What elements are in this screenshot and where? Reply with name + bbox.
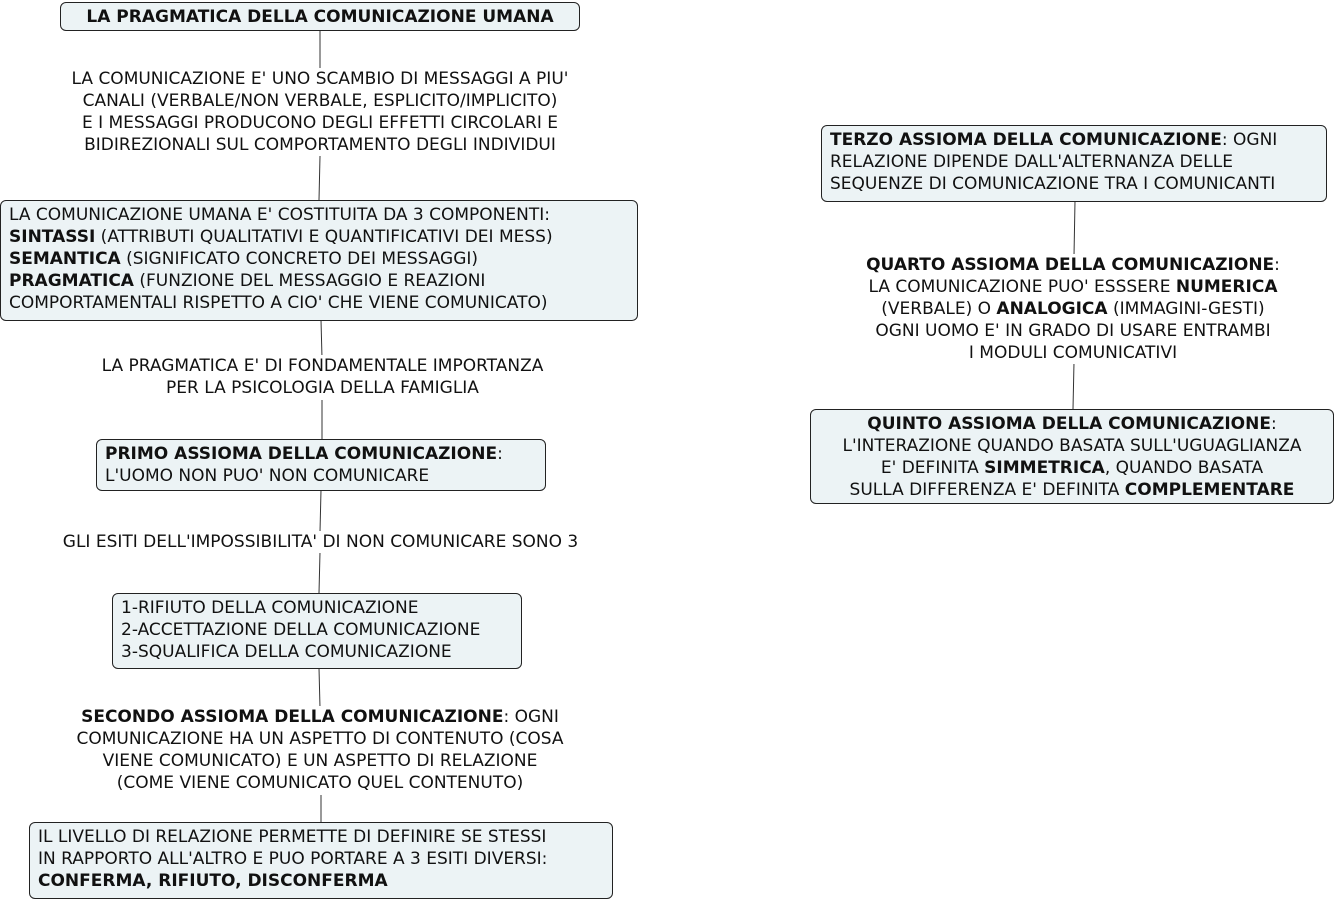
quarto-line-1 (838, 254, 1308, 276)
quinto-complementare: COMPLEMENTARE (1124, 480, 1295, 500)
title-node[interactable] (60, 2, 580, 31)
quarto-heading: QUARTO ASSIOMA DELLA COMUNICAZIONE (866, 255, 1275, 275)
quarto-line-4: OGNI UOMO E' IN GRADO DI USARE ENTRAMBI (875, 321, 1271, 341)
livello-line-2: IN RAPPORTO ALL'ALTRO E PUO PORTARE A 3 ESITI DIVERSI: (38, 849, 548, 869)
components-node[interactable] (0, 200, 638, 321)
primo-heading: PRIMO ASSIOMA DELLA COMUNICAZIONE (105, 444, 498, 464)
livello-relazione-node[interactable] (29, 822, 613, 899)
intro-link-label (40, 68, 600, 156)
secondo-line-2: COMUNICAZIONE HA UN ASPETTO DI CONTENUTO (COSA (76, 729, 564, 749)
esito-item-1: 1-RIFIUTO DELLA COMUNICAZIONE (121, 598, 419, 618)
quarto-analogica: ANALOGICA (996, 299, 1108, 319)
esiti-list-node[interactable] (112, 593, 522, 669)
terzo-heading: TERZO ASSIOMA DELLA COMUNICAZIONE (830, 130, 1222, 150)
semantica-term: SEMANTICA (9, 249, 121, 269)
secondo-heading: SECONDO ASSIOMA DELLA COMUNICAZIONE (81, 707, 504, 727)
sintassi-term: SINTASSI (9, 227, 96, 247)
quinto-line-1 (811, 413, 1333, 435)
primo-heading-line (105, 443, 545, 465)
intro-line-2: CANALI (VERBALE/NON VERBALE, ESPLICITO/IMPLICITO) (82, 91, 558, 111)
livello-esiti-bold: CONFERMA, RIFIUTO, DISCONFERMA (38, 871, 388, 891)
quarto-numerica: NUMERICA (1175, 277, 1278, 297)
connector-components-pragmatica (321, 320, 322, 358)
secondo-assioma-label (40, 706, 600, 794)
secondo-line-4: (COME VIENE COMUNICATO QUEL CONTENUTO) (116, 773, 524, 793)
components-semantica (9, 248, 637, 270)
quarto-line-3 (838, 298, 1308, 320)
intro-line-3: E I MESSAGGI PRODUCONO DEGLI EFFETTI CIRCOLARI E (81, 113, 559, 133)
esiti-label-text: GLI ESITI DELL'IMPOSSIBILITA' DI NON COMUNICARE SONO 3 (62, 532, 579, 552)
quinto-simmetrica: SIMMETRICA (984, 458, 1105, 478)
pragmatica-link-label (70, 355, 575, 399)
connector-quarto-quinto (1073, 362, 1074, 409)
components-sintassi (9, 226, 637, 248)
livello-line-1: IL LIVELLO DI RELAZIONE PERMETTE DI DEFINIRE SE STESSI (38, 827, 547, 847)
terzo-line-2: RELAZIONE DIPENDE DALL'ALTERNANZA DELLE (830, 152, 1233, 172)
connector-terzo-quarto (1074, 201, 1075, 256)
esito-item-2: 2-ACCETTAZIONE DELLA COMUNICAZIONE (121, 620, 481, 640)
esiti-link-label (28, 531, 613, 553)
quarto-line3-a: (VERBALE) O (881, 299, 997, 319)
livello-line-3 (38, 870, 612, 892)
quinto-assioma-node[interactable] (810, 409, 1334, 504)
terzo-line-1 (830, 129, 1326, 151)
connector-list-secondo (319, 668, 320, 708)
secondo-line-1 (40, 706, 600, 728)
primo-colon: : (497, 444, 503, 464)
connector-esiti-label-list (319, 552, 320, 593)
quarto-line-2 (838, 276, 1308, 298)
primo-assioma-node[interactable] (96, 439, 546, 491)
intro-line-4: BIDIREZIONALI SUL COMPORTAMENTO DEGLI INDIVIDUI (84, 135, 556, 155)
pragmatica-desc: (FUNZIONE DEL MESSAGGIO E REAZIONI (133, 271, 486, 291)
quinto-colon: : (1270, 414, 1277, 434)
quinto-line-3 (811, 457, 1333, 479)
secondo-line1-rest: : OGNI (503, 707, 559, 727)
quarto-line-5: I MODULI COMUNICATIVI (968, 343, 1178, 363)
quarto-line3-b: (IMMAGINI-GESTI) (1107, 299, 1265, 319)
quinto-line4-a: SULLA DIFFERENZA E' DEFINITA (849, 480, 1125, 500)
quinto-heading: QUINTO ASSIOMA DELLA COMUNICAZIONE (867, 414, 1271, 434)
pragmatica-term: PRAGMATICA (9, 271, 134, 291)
terzo-line-3: SEQUENZE DI COMUNICAZIONE TRA I COMUNICANTI (830, 174, 1276, 194)
intro-line-1: LA COMUNICAZIONE E' UNO SCAMBIO DI MESSAGGI A PIU' (71, 69, 569, 89)
primo-text: L'UOMO NON PUO' NON COMUNICARE (105, 466, 430, 486)
secondo-line-3: VIENE COMUNICATO) E UN ASPETTO DI RELAZIONE (102, 751, 538, 771)
quinto-line3-b: , QUANDO BASATA (1104, 458, 1264, 478)
components-intro: LA COMUNICAZIONE UMANA E' COSTITUITA DA 3 COMPONENTI: (9, 205, 550, 225)
pragmatica-line-2: PER LA PSICOLOGIA DELLA FAMIGLIA (166, 378, 479, 398)
pragmatica-line-1: LA PRAGMATICA E' DI FONDAMENTALE IMPORTANZA (101, 356, 544, 376)
connector-intro-components (319, 156, 320, 200)
quinto-line3-a: E' DEFINITA (880, 458, 985, 478)
terzo-line1-rest: : OGNI (1221, 130, 1278, 150)
quinto-line-4 (811, 479, 1333, 501)
semantica-desc: (SIGNIFICATO CONCRETO DEI MESSAGGI) (120, 249, 479, 269)
components-pragmatica (9, 270, 637, 292)
quarto-line2-a: LA COMUNICAZIONE PUO' ESSSERE (868, 277, 1176, 297)
terzo-assioma-node[interactable] (821, 125, 1327, 202)
quarto-colon: : (1274, 255, 1280, 275)
components-pragmatica-2: COMPORTAMENTALI RISPETTO A CIO' CHE VIENE COMUNICATO) (9, 293, 548, 313)
connector-primo-esiti-label (320, 490, 321, 532)
quinto-line-2: L'INTERAZIONE QUANDO BASATA SULL'UGUAGLIANZA (842, 436, 1302, 456)
sintassi-desc: (ATTRIBUTI QUALITATIVI E QUANTIFICATIVI DEI MESS) (95, 227, 553, 247)
title-text: LA PRAGMATICA DELLA COMUNICAZIONE UMANA (86, 7, 554, 27)
quarto-assioma-label (838, 254, 1308, 364)
esito-item-3: 3-SQUALIFICA DELLA COMUNICAZIONE (121, 642, 452, 662)
